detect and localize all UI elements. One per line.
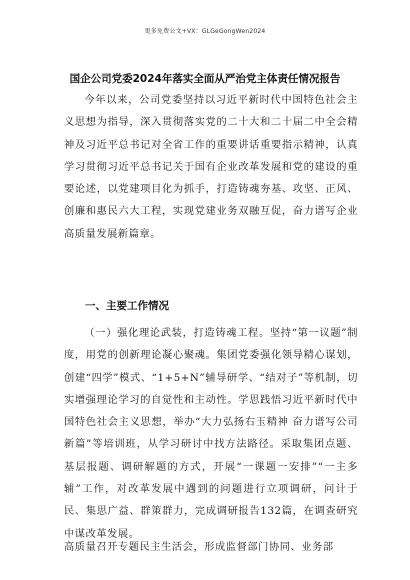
document-title: 国企公司党委2024年落实全面从严治党主体责任情况报告 — [69, 73, 341, 85]
header-watermark: 更多免费公文+VX：GLGeGongWen2024 — [144, 28, 266, 35]
section-heading: 一、主要工作情况 — [85, 300, 169, 312]
intro-paragraph: 今年以来，公司党委坚持以习近平新时代中国特色社会主义思想为指导，深入贯彻落实党的二十大和二十届二中全会精神及习近平总书记对全省工作的重要讲话重要指示精神，认真学习贯彻习近平总书记关于国有企业改革发展和党的建设的重要论述，以党建项目化为抓手，打造铸魂夯基、攻坚、正风、创廉和惠民六大工程，实现党建业务双融互促，奋力谱写企业高质量发展新篇章。 — [64, 95, 358, 240]
section-paragraph: （一）强化理论武装，打造铸魂工程。坚持“第一议题”制度，用党的创新理论凝心聚魂。集团党委强化领导精心谋划，创建“四学”模式、“1+5+N”辅导研学、“结对子”等机制，切实增强理论学习的自觉性和主动性。学思践悟习近平新时代中国特色社会主义思想，举办“大力弘扬右玉精神 奋力谱写公司新篇”等培训班，从学习研讨中找方法路径。采取集团点题、基层报题、调研解题的方式，开展“一课题一安排”“一主多辅”工作，对改革发展中遇到的问题进行立项调研，问计于民、集思广益、群策群力，完成调研报告132篇，在调查研究中谋改革发展。 — [64, 328, 358, 540]
trailing-line: 高质量召开专题民主生活会，形成监督部门协同、业务部 — [64, 542, 334, 553]
